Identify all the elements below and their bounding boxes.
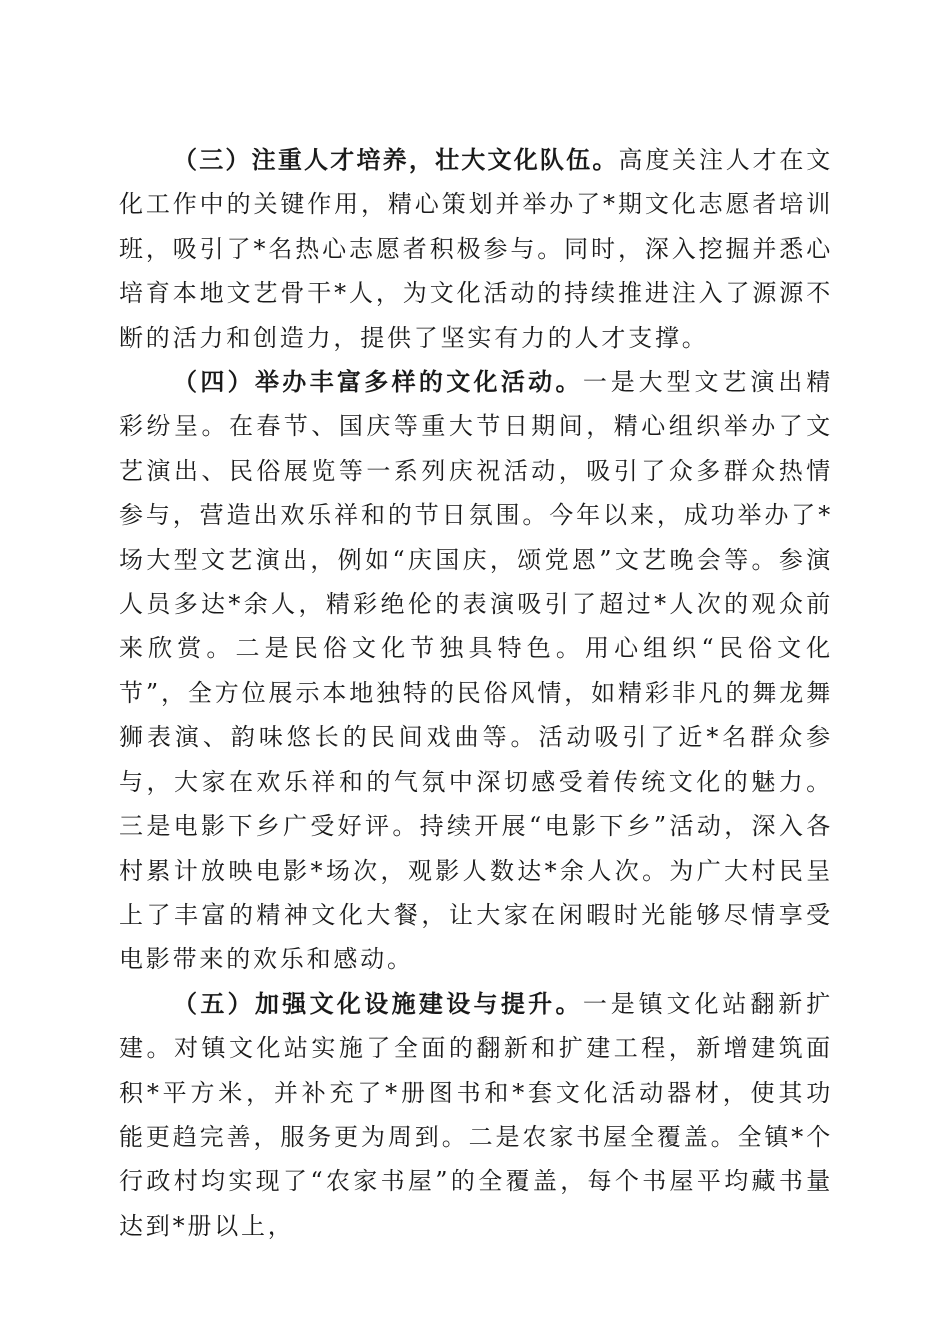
paragraph-heading: （四）举办丰富多样的文化活动。	[173, 367, 583, 397]
paragraph-heading: （三）注重人才培养，壮大文化队伍。	[173, 145, 619, 174]
paragraph-text: 高度关注人才在文化工作中的关键作用，精心策划并举办了*期文化志愿者培训班，吸引了*名热心志愿者积极参与。同时，深入挖掘并悉心培育本地文艺骨干*人，为文化活动的持续推进注入了源源不断的活力和创造力，提供了坚实有力的人才支撑。	[119, 146, 834, 352]
document-body	[119, 138, 833, 1248]
paragraph-cultural-facilities	[119, 982, 833, 1248]
paragraph-cultural-activities	[119, 360, 833, 982]
paragraph-text: 一是镇文化站翻新扩建。对镇文化站实施了全面的翻新和扩建工程，新增建筑面积*平方米，并补充了*册图书和*套文化活动器材，使其功能更趋完善，服务更为周到。二是农家书屋全覆盖。全镇*个行政村均实现了“农家书屋”的全覆盖，每个书屋平均藏书量达到*册以上，	[119, 989, 834, 1240]
paragraph-heading: （五）加强文化设施建设与提升。	[173, 988, 583, 1018]
paragraph-text: 一是大型文艺演出精彩纷呈。在春节、国庆等重大节日期间，精心组织举办了文艺演出、民俗展览等一系列庆祝活动，吸引了众多群众热情参与，营造出欢乐祥和的节日氛围。今年以来，成功举办了*场大型文艺演出，例如“庆国庆，颂党恩”文艺晚会等。参演人员多达*余人，精彩绝伦的表演吸引了超过*人次的观众前来欣赏。二是民俗文化节独具特色。用心组织“民俗文化节”，全方位展示本地独特的民俗风情，如精彩非凡的舞龙舞狮表演、韵味悠长的民间戏曲等。活动吸引了近*名群众参与，大家在欢乐祥和的气氛中深切感受着传统文化的魅力。三是电影下乡广受好评。持续开展“电影下乡”活动，深入各村累计放映电影*场次，观影人数达*余人次。为广大村民呈上了丰富的精神文化大餐，让大家在闲暇时光能够尽情享受电影带来的欢乐和感动。	[119, 368, 834, 974]
paragraph-talent-cultivation	[119, 138, 833, 360]
